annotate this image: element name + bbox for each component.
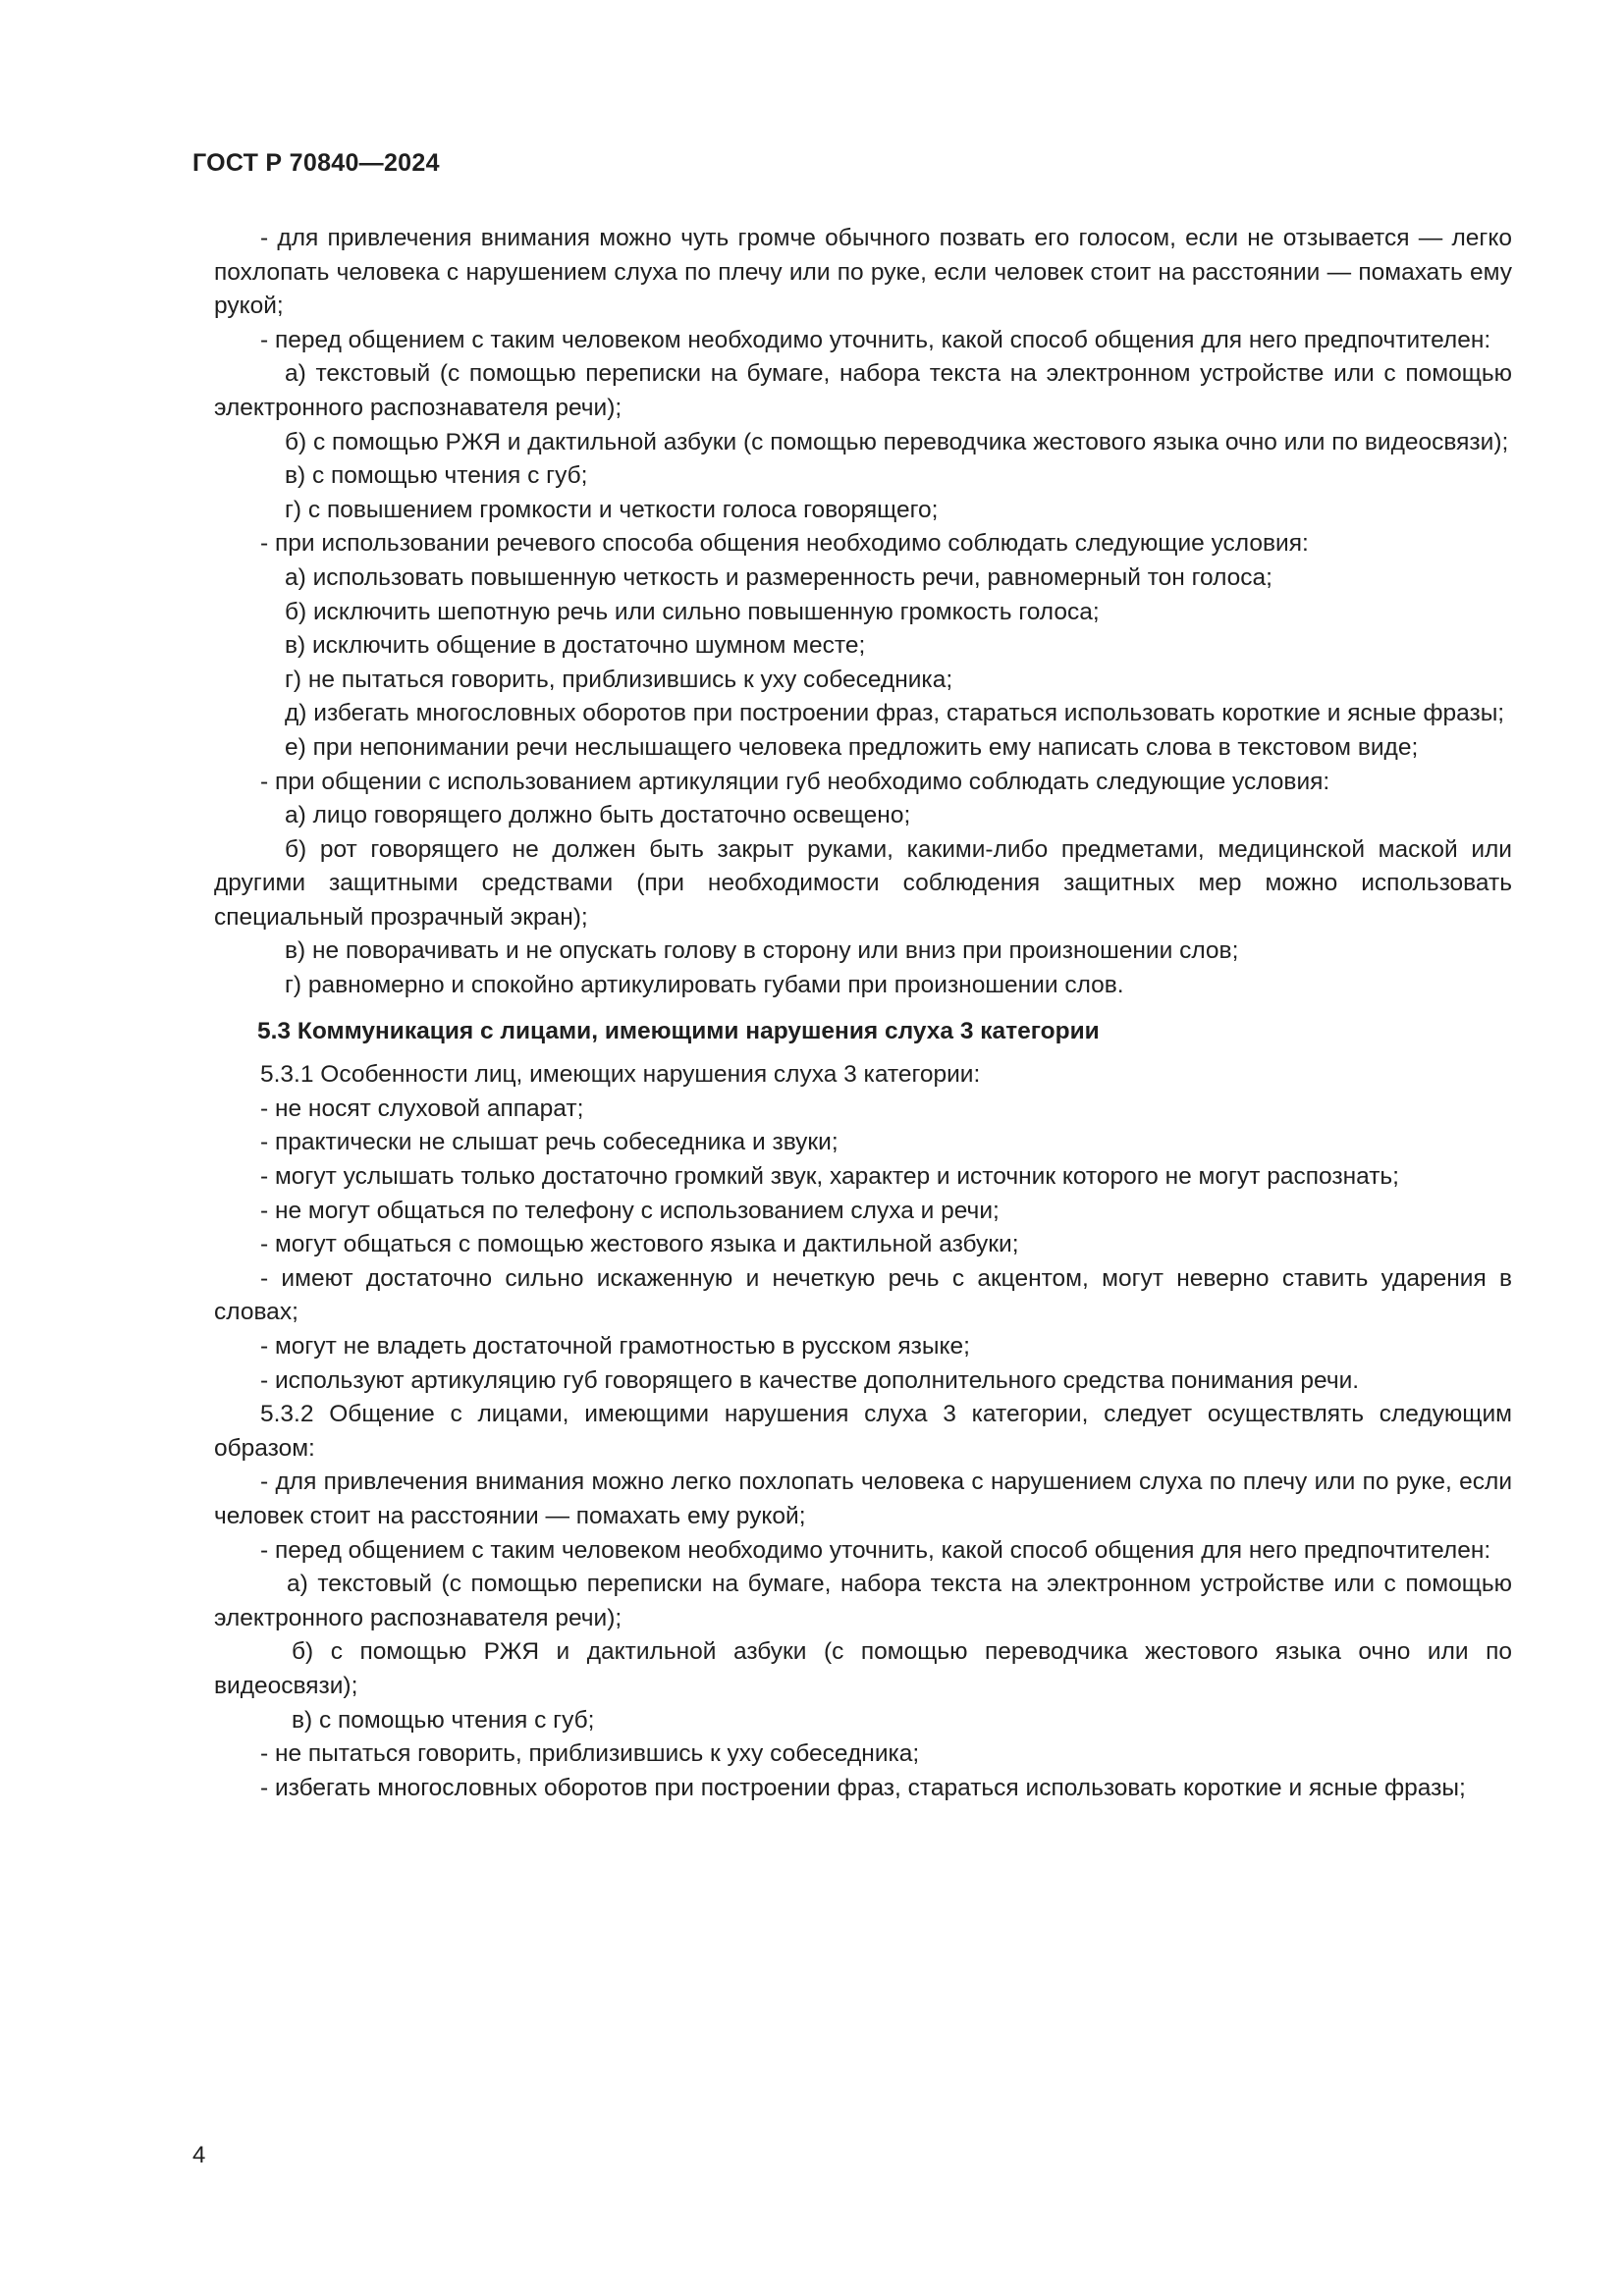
paragraph: - практически не слышат речь собеседника и звуки; xyxy=(260,1129,839,1156)
paragraph: - при использовании речевого способа общения необходимо соблюдать следующие условия: xyxy=(260,530,1309,558)
paragraph: - могут услышать только достаточно громкий звук, характер и источник которого не могут распознать; xyxy=(260,1163,1399,1191)
list-item: а) текстовый (с помощью переписки на бумаге, набора текста на электронном устройстве или с помощью электронного распознавателя речи); xyxy=(214,360,1512,421)
paragraph: - не носят слуховой аппарат; xyxy=(260,1095,584,1122)
list-item: в) с помощью чтения с губ; xyxy=(292,1706,595,1734)
list-item: б) с помощью РЖЯ и дактильной азбуки (с помощью переводчика жестового языка очно или по видеосвязи); xyxy=(214,1638,1512,1699)
paragraph: 5.3.2 Общение с лицами, имеющими нарушения слуха 3 категории, следует осуществлять следующим образом: xyxy=(214,1401,1512,1462)
list-item: а) использовать повышенную четкость и размеренность речи, равномерный тон голоса; xyxy=(285,563,1272,591)
paragraph: - используют артикуляцию губ говорящего в качестве дополнительного средства понимания речи. xyxy=(260,1366,1360,1394)
paragraph: - для привлечения внимания можно чуть громче обычного позвать его голосом, если не отзывается — легко похлопать человека с нарушением слуха по плечу или по руке, если человек стоит на расстоянии — помахать ему рукой; xyxy=(214,225,1512,320)
list-item: в) не поворачивать и не опускать голову в сторону или вниз при произношении слов; xyxy=(285,937,1239,965)
paragraph: - могут не владеть достаточной грамотностью в русском языке; xyxy=(260,1333,970,1360)
paragraph: - не пытаться говорить, приблизившись к уху собеседника; xyxy=(260,1740,920,1768)
page-number: 4 xyxy=(192,2142,206,2168)
list-item: д) избегать многословных оборотов при построении фраз, стараться использовать короткие и ясные фразы; xyxy=(285,700,1505,727)
list-item: г) не пытаться говорить, приблизившись к уху собеседника; xyxy=(285,666,953,693)
paragraph: - перед общением с таким человеком необходимо уточнить, какой способ общения для него предпочтителен: xyxy=(260,1536,1491,1564)
paragraph: - избегать многословных оборотов при построении фраз, стараться использовать короткие и ясные фразы; xyxy=(260,1774,1466,1801)
list-item: в) исключить общение в достаточно шумном месте; xyxy=(285,632,866,660)
list-item: б) рот говорящего не должен быть закрыт руками, какими-либо предметами, медицинской маской или другими защитными средствами (при необходимости соблюдения защитных мер можно использовать специальный прозрачный экран); xyxy=(214,835,1512,931)
paragraph: - имеют достаточно сильно искаженную и нечеткую речь с акцентом, могут неверно ставить ударения в словах; xyxy=(214,1264,1512,1326)
list-item: е) при непонимании речи неслышащего человека предложить ему написать слова в текстовом виде; xyxy=(285,733,1419,761)
list-item: б) с помощью РЖЯ и дактильной азбуки (с помощью переводчика жестового языка очно или по видеосвязи); xyxy=(285,428,1509,455)
list-item: г) с повышением громкости и четкости голоса говорящего; xyxy=(285,496,939,523)
section-heading: 5.3 Коммуникация с лицами, имеющими нарушения слуха 3 категории xyxy=(257,1017,1100,1044)
list-item: в) с помощью чтения с губ; xyxy=(285,462,588,490)
paragraph: - не могут общаться по телефону с использованием слуха и речи; xyxy=(260,1197,1000,1224)
list-item: г) равномерно и спокойно артикулировать губами при произношении слов. xyxy=(285,972,1124,999)
document-header: ГОСТ Р 70840—2024 xyxy=(192,149,440,177)
paragraph: - могут общаться с помощью жестового языка и дактильной азбуки; xyxy=(260,1231,1019,1258)
list-item: б) исключить шепотную речь или сильно повышенную громкость голоса; xyxy=(285,598,1100,625)
paragraph: - для привлечения внимания можно легко похлопать человека с нарушением слуха по плечу или по руке, если человек стоит на расстоянии — помахать ему рукой; xyxy=(214,1468,1512,1529)
document-body xyxy=(214,222,1512,1805)
paragraph: - при общении с использованием артикуляции губ необходимо соблюдать следующие условия: xyxy=(260,768,1330,795)
paragraph: - перед общением с таким человеком необходимо уточнить, какой способ общения для него предпочтителен: xyxy=(260,326,1491,353)
paragraph: 5.3.1 Особенности лиц, имеющих нарушения слуха 3 категории: xyxy=(260,1061,981,1089)
list-item: а) текстовый (с помощью переписки на бумаге, набора текста на электронном устройстве или с помощью электронного распознавателя речи); xyxy=(214,1571,1512,1631)
list-item: а) лицо говорящего должно быть достаточно освещено; xyxy=(285,802,911,829)
